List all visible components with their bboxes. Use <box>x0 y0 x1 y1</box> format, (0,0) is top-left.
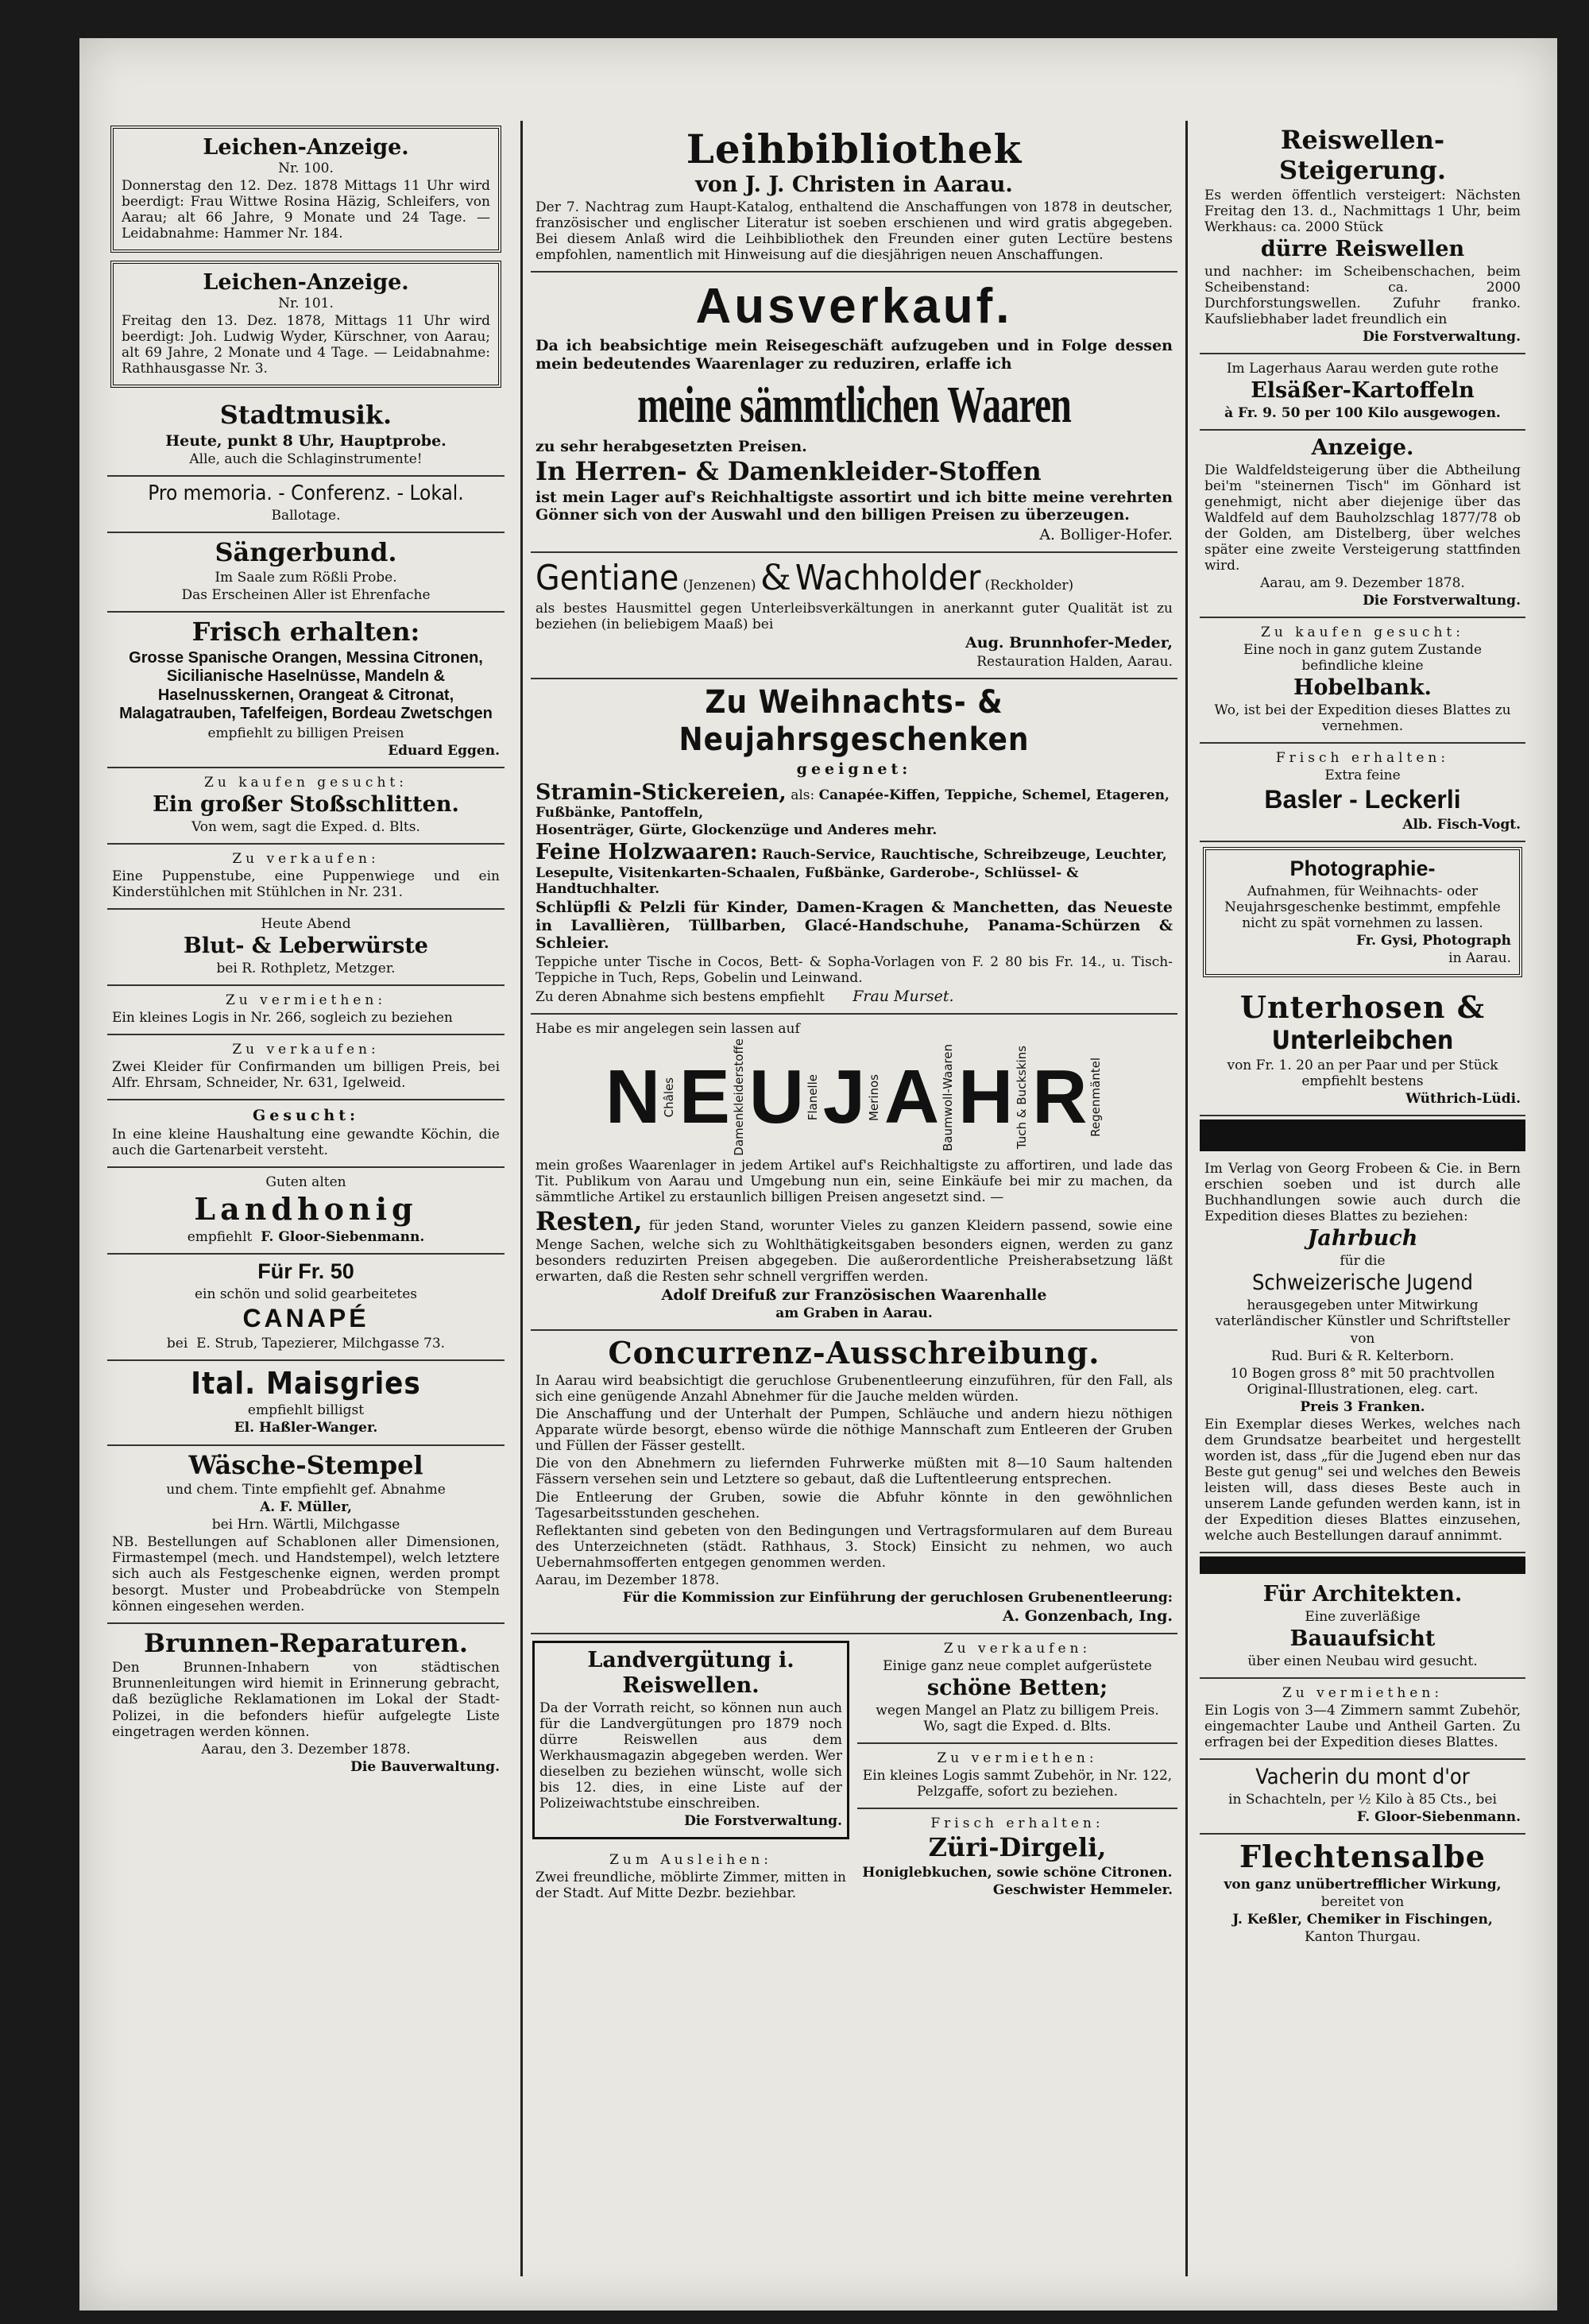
ad-sub: Wo, ist bei der Expedition dieses Blattes zu vernehmen. <box>1214 702 1511 735</box>
ad-sub: ein schön und solid gearbeitetes <box>194 1286 418 1302</box>
neujahr-item: Châles <box>662 1077 677 1118</box>
ad-sub: in Aarau. <box>1448 950 1511 966</box>
ad-sub: Extra feine <box>1324 768 1401 784</box>
ad-title: Landhonig <box>194 1191 418 1227</box>
ad-kleider <box>107 1035 505 1100</box>
ad-line: Das Erscheinen Aller ist Ehrenfache <box>181 586 431 603</box>
ad-leihbibliothek <box>531 121 1177 273</box>
ad-title: Ital. Maisgries <box>191 1365 421 1401</box>
ad-big: Bauaufsicht <box>1289 1626 1436 1652</box>
ad-sub: In Herren- & Damenkleider-Stoffen <box>535 456 1042 487</box>
ad-title: Blut- & Leberwürste <box>184 934 428 959</box>
ad-sign: Die Forstverwaltung. <box>684 1813 842 1830</box>
ad-price: Preis 3 Franken. <box>1300 1399 1425 1415</box>
neujahr-item: Merinos <box>867 1073 882 1121</box>
ad-title: Reiswellen-Steigerung. <box>1278 125 1447 185</box>
ad-title: Zu Weihnachts- & Neujahrsgeschenken <box>679 683 1030 758</box>
ad-title: Züri-Dirgeli, <box>928 1832 1107 1863</box>
ad-kartoffeln <box>1200 354 1525 431</box>
neujahr-letter: A <box>883 1054 940 1140</box>
ad-head: Zu kaufen gesucht: <box>204 775 408 791</box>
ad-item-text: Canapée-Kiffen, Teppiche, Schemel, Etageren, Fußbänke, Pantoffeln, <box>535 787 1170 822</box>
ad-head: Zum Ausleihen: <box>609 1852 772 1869</box>
death-notice-100 <box>110 126 501 253</box>
ad-neujahr <box>531 1015 1177 1331</box>
ad-price: à Fr. 9. 50 per 100 Kilo ausgewogen. <box>1224 404 1501 421</box>
ad-photographie <box>1203 847 1522 977</box>
black-rule <box>1200 1556 1525 1574</box>
ad-title: Jahrbuch <box>1307 1225 1418 1251</box>
ad-sign: A. Gonzenbach, Ing. <box>1002 1607 1173 1625</box>
ad-item-title: Feine Holzwaaren: <box>535 840 758 865</box>
ad-date: Aarau, im Dezember 1878. <box>535 1572 720 1588</box>
ad-text: ist mein Lager auf's Reichhaltigste assortirt und ich bitte meine verehrten Gönner sich von der Auswahl und den billigen Preisen zu überzeugen. <box>535 489 1173 524</box>
ad-logis3 <box>1200 1679 1525 1760</box>
ad-items: Grosse Spanische Orangen, Messina Citronen, Sicilianische Haselnüsse, Mandeln & Haselnusskernen, Orangeat & Citronat, Malagatrauben, Tafelfeigen, Bordeau Zwetschgen <box>119 648 493 723</box>
ad-title: Frisch erhalten: <box>191 616 420 647</box>
ad-date: Aarau, den 3. Dezember 1878. <box>201 1741 411 1758</box>
neujahr-banner <box>535 1038 1173 1156</box>
death-notice-number: Nr. 100. <box>278 160 334 176</box>
ad-name: El. Haßler-Wanger. <box>234 1420 378 1437</box>
ad-sub: Kanton Thurgau. <box>1305 1929 1421 1946</box>
ad-name: F. Gloor-Siebenmann. <box>1356 1809 1521 1826</box>
ad-text: Da ich beabsichtige mein Reisegeschäft aufzugeben und in Folge dessen mein bedeutendes Waarenlager zu reduziren, erlaffe ich <box>535 337 1173 373</box>
ad-text: Aufnahmen, für Weihnachts- oder Neujahrsgeschenke bestimmt, empfehle nicht zu spät vornehmen zu lassen. <box>1224 883 1501 931</box>
ad-logis <box>107 986 505 1035</box>
ad-item-title: Stramin-Stickereien, <box>535 779 787 805</box>
ad-puppenstube <box>107 845 505 910</box>
ad-head: Zu kaufen gesucht: <box>1261 624 1464 640</box>
ad-title: Stadtmusik. <box>219 400 392 431</box>
ad-name: Alb. Fisch-Vogt. <box>1402 816 1521 833</box>
ad-item-als: als: <box>791 787 815 803</box>
ad-name: Wüthrich-Lüdi. <box>1405 1090 1521 1107</box>
ad-sub: am Graben in Aarau. <box>775 1305 933 1322</box>
ad-sub: herausgegeben unter Mitwirkung vaterländischer Künstler und Schriftsteller <box>1215 1297 1510 1329</box>
ad-name: F. Gloor-Siebenmann. <box>261 1228 425 1245</box>
ad-text: Die Anschaffung und der Unterhalt der Pumpen, Schläuche und andern hiezu nöthigen Apparate würde besorgt, ebenso würde die nöthige Mannschaft zum Entleeren der Gruben und Füllen der Fässer gestellt. <box>535 1406 1173 1455</box>
ad-sub: empfiehlt <box>187 1228 253 1245</box>
ad-text: bereitet von <box>1320 1894 1405 1911</box>
ad-text: mein großes Waarenlager in jedem Artikel auf's Reichhaltigste zu affortiren, und lade das Tit. Publikum von Aarau und Umgebung nun ein, seine Einkäufe bei mir zu machen, da sämmtliche Artikel zu erstaunlich billigen Preisen angesetzt sind. — <box>535 1157 1173 1205</box>
ad-frisch-erhalten <box>107 613 505 768</box>
ad-head: Frisch erhalten: <box>930 1816 1104 1832</box>
ad-title: Unterhosen & <box>1239 989 1486 1026</box>
ad-text: wegen Mangel an Platz zu billigem Preis. Wo, sagt die Exped. d. Blts. <box>876 1703 1159 1735</box>
ad-name: J. Keßler, Chemiker in Fischingen, <box>1232 1912 1493 1928</box>
ad-gentiane <box>531 553 1177 679</box>
ad-title: Hobelbank. <box>1293 675 1432 701</box>
death-notice-text: Freitag den 13. Dez. 1878, Mittags 11 Uhr wird beerdigt: Joh. Ludwig Wyder, Kürschner, von Aarau; alt 69 Jahre, 2 Monate und 4 Tage. — Leidabnahme: Rathhausgasse Nr. 3. <box>122 313 490 377</box>
ad-title: Unterleibchen <box>1271 1024 1454 1055</box>
ad-text: bei Hrn. Wärtli, Milchgasse <box>211 1517 400 1533</box>
ad-title: CANAPÉ <box>242 1303 369 1332</box>
ad-text: Reflektanten sind gebeten von den Bedingungen und Vertragsformularen auf dem Bureau des Unterzeichneten (städt. Rathhaus, 3. Stock) Einsicht zu nehmen, wo auch Uebernahmsofferten entgegen genommen werden. <box>535 1522 1173 1571</box>
ad-text: Es werden öffentlich versteigert: Nächsten Freitag den 13. d., Nachmittags 1 Uhr, beim Werkhaus: ca. 2000 Stück <box>1204 187 1521 235</box>
neujahr-letter: N <box>605 1054 661 1140</box>
middle-column <box>520 121 1188 2276</box>
ad-sub: Von wem, sagt die Exped. d. Blts. <box>191 819 420 836</box>
ad-vacherin <box>1200 1760 1525 1835</box>
ad-big: meine sämmtlichen Waaren <box>637 376 1071 435</box>
ad-small: (Reckholder) <box>984 578 1074 594</box>
death-notice-text: Donnerstag den 12. Dez. 1878 Mittags 11 Uhr wird beerdigt: Frau Wittwe Rosina Häzig, Schleifers, von Aarau; alt 66 Jahre, 9 Monate und 24 Tage. — Leidabnahme: Hammer Nr. 184. <box>122 177 490 242</box>
ad-head: Gesucht: <box>253 1107 359 1125</box>
neujahr-letter: E <box>679 1054 730 1140</box>
ad-for: für die <box>1340 1252 1386 1269</box>
ad-text: Ein Exemplar dieses Werkes, welches nach dem Grundsatze bearbeitet und hergestellt worden ist, dass „für die Jugend eben nur das Beste gut genug" sei und welches den Beweis leisten will, dass dieses Beste auch in unserem Lande gefunden werden kann, ist in der Expedition dieses Blattes einzusehen, welche auch Bestellungen darauf annimmt. <box>1204 1417 1521 1545</box>
ad-date: Aarau, am 9. Dezember 1878. <box>1260 574 1465 591</box>
ad-name: Aug. Brunnhofer-Meder, <box>965 634 1173 652</box>
ad-title: Schweizerische Jugend <box>1251 1270 1473 1295</box>
ad-text: über einen Neubau wird gesucht. <box>1247 1653 1478 1670</box>
ad-title: Landvergütung i. Reiswellen. <box>587 1648 794 1699</box>
ad-head: Guten alten <box>265 1174 346 1190</box>
ad-title: Ein großer Stoßschlitten. <box>153 792 459 818</box>
ad-jahrbuch <box>1200 1154 1525 1554</box>
ad-text: NB. Bestellungen auf Schablonen aller Dimensionen, Firmastempel (mech. und Handstempel), welch letztere sich auch als Festgeschenke eignen, werden prompt besorgt. Muster und Probeabdrücke von Stempeln können eingesehen werden. <box>112 1534 500 1614</box>
ad-sub: Honiglebkuchen, sowie schöne Citronen. <box>862 1865 1173 1881</box>
ad-resten: Resten, <box>535 1206 643 1237</box>
ad-landhonig <box>107 1168 505 1255</box>
ad-title: Flechtensalbe <box>1239 1839 1486 1875</box>
ad-title: Basler - Leckerli <box>1264 785 1461 814</box>
ad-title: schöne Betten; <box>926 1676 1108 1701</box>
ad-title: Wäsche-Stempel <box>188 1449 423 1480</box>
ad-title: Ausverkauf. <box>695 279 1013 334</box>
ad-saengerbund <box>107 533 505 613</box>
ad-big: dürre Reiswellen <box>1260 236 1465 261</box>
ad-name: Frau Murset. <box>852 987 954 1005</box>
ad-sub: empfiehlt zu billigen Preisen <box>207 725 404 742</box>
ad-text: Zwei freundliche, möblirte Zimmer, mitten in der Stadt. Auf Mitte Dezbr. beziehbar. <box>535 1870 846 1902</box>
ad-flechtensalbe <box>1200 1835 1525 1953</box>
ad-unterhosen <box>1200 985 1525 1116</box>
ad-text: für jeden Stand, worunter Vieles zu ganzen Kleidern passend, sowie eine Menge Sachen, welche sich zu Wohlthätigkeitsgaben besonders eignen, werden zu ganz besonders reduzirten Preisen abgegeben. Die außerordentliche Preisherabsetzung läßt erwarten, daß die Resten sehr schnell vergriffen werden. <box>535 1218 1173 1285</box>
ad-text: Den Brunnen-Inhabern von städtischen Brunnenleitungen wird hiemit in Erinnerung gebracht, daß bezügliche Reklamationen im Lokal der Stadt-Polizei, in die befonders hiefür aufgelegte Liste eingetragen werden können. <box>112 1660 500 1740</box>
ad-name: E. Strub, Tapezierer, Milchgasse 73. <box>196 1335 446 1351</box>
ad-text: Da der Vorrath reicht, so können nun auch für die Landvergütungen pro 1879 noch dürre Reiswellen aus dem Werkhausmagazin abgegeben werden. Wer dieselben zu beziehen wünscht, wolle sich bis 12. dies, in eine Liste auf der Polizeiwachtstube einschreiben. <box>539 1699 842 1812</box>
ad-text: Im Verlag von Georg Frobeen & Cie. in Bern erschien soeben und ist durch alle Buchhandlungen sowie auch durch die Expedition dieses Blattes zu beziehen: <box>1204 1160 1521 1224</box>
ad-intro: Habe es mir angelegen sein lassen auf <box>535 1021 800 1038</box>
mid-bottom-row <box>531 1634 1177 1909</box>
ad-text: Im Lagerhaus Aarau werden gute rothe <box>1226 360 1499 377</box>
right-column <box>1200 121 1525 2276</box>
ad-title: Gentiane <box>535 558 679 599</box>
ad-head: Heute Abend <box>261 916 351 933</box>
ad-sign: Die Forstverwaltung. <box>1363 328 1521 345</box>
ad-name: Eduard Eggen. <box>388 743 500 760</box>
black-rule <box>1200 1119 1525 1151</box>
ad-maisgries <box>107 1361 505 1446</box>
neujahr-item: Regenmäntel <box>1088 1058 1104 1137</box>
ad-sub: empfiehlt billigst <box>247 1402 365 1419</box>
ad-desc: 10 Bogen gross 8° mit 50 prachtvollen Original-Illustrationen, eleg. cart. <box>1230 1365 1495 1398</box>
neujahr-item: Damenkleiderstoffe <box>731 1038 746 1156</box>
ad-head: Zu vermiethen: <box>937 1750 1098 1767</box>
ad-weihnacht <box>531 679 1177 1015</box>
ad-landvergütung <box>532 1641 849 1839</box>
ad-text: Der 7. Nachtrag zum Haupt-Katalog, enthaltend die Anschaffungen von 1878 in deutscher, französischer und englischer Literatur ist soeben erschienen und wird gratis abgegeben. Bei diesem Anlaß wird die Leihbibliothek den Freunden einer guten Lectüre bestens empfohlen, namentlich mit Hinweisung auf die diesjährigen neuen Anschaffungen. <box>535 199 1173 263</box>
ad-item-text: Schlüpfli & Pelzli für Kinder, Damen-Kragen & Manchetten, das Neueste in Lavallièren, Tüllbarben, Glacé-Handschuhe, Panama-Schürzen & Schleier. <box>535 899 1173 953</box>
ad-text: Zwei Kleider für Confirmanden um billigen Preis, bei Alfr. Ehrsam, Schneider, Nr. 631, Igelweid. <box>112 1059 500 1092</box>
ad-canape <box>107 1255 505 1361</box>
ad-small: (Jenzenen) <box>682 578 756 594</box>
death-notice-101 <box>110 261 501 388</box>
neujahr-item: Tuch & Buckskins <box>1015 1045 1030 1150</box>
death-notice-title: Leichen-Anzeige. <box>203 270 409 296</box>
ad-head: Frisch erhalten: <box>1275 750 1450 767</box>
ad-item-text: Rauch-Service, Rauchtische, Schreibzeuge, Leuchter, Lesepulte, Visitenkarten-Schaalen, Fußbänke, Garderobe-, Schlüssel- & Handtuchhalter. <box>535 847 1167 898</box>
death-notice-title: Leichen-Anzeige. <box>203 135 409 160</box>
ad-text: zu sehr herabgesetzten Preisen. <box>535 437 807 455</box>
ad-text: und chem. Tinte empfiehlt gef. Abnahme <box>166 1482 446 1498</box>
ad-text: Ein kleines Logis sammt Zubehör, in Nr. 122, Pelzgaffe, sofort zu beziehen. <box>862 1768 1173 1800</box>
ad-text: Eine noch in ganz gutem Zustande befindliche kleine <box>1243 642 1483 675</box>
ad-sub: Restauration Halden, Aarau. <box>976 653 1173 670</box>
ad-architekten <box>1200 1577 1525 1679</box>
ad-ausleihen <box>531 1846 851 1909</box>
neujahr-letter: H <box>958 1054 1014 1140</box>
ad-head: Zu verkaufen: <box>232 851 380 868</box>
ad-betten <box>857 1634 1177 1744</box>
ad-von: von <box>1350 1330 1375 1347</box>
ad-title: Sängerbund. <box>215 537 397 568</box>
neujahr-letter: R <box>1032 1054 1088 1140</box>
death-notice-number: Nr. 101. <box>278 295 334 311</box>
ad-head: Zu verkaufen: <box>943 1641 1092 1657</box>
ad-line: Alle, auch die Schlaginstrumente! <box>189 451 423 468</box>
ad-big: Elsäßer-Kartoffeln <box>1251 377 1475 403</box>
ad-head: Für Fr. 50 <box>257 1259 354 1283</box>
ad-text: In eine kleine Haushaltung eine gewandte Köchin, die auch die Gartenarbeit versteht. <box>112 1126 500 1158</box>
ad-text: und nachher: im Scheibenschachen, beim Scheibenstand: ca. 2000 Durchforstungswellen. Zufuhr franko. Kaufsliebhaber ladet freundlich ein <box>1204 263 1521 327</box>
ad-leckerli <box>1200 744 1525 842</box>
ad-sub: von J. J. Christen in Aarau. <box>695 172 1013 197</box>
ad-text: Die Waldfeldsteigerung über die Abtheilung bei'm "steinernen Tisch" im Gönhard ist genehmigt, nicht aber diejenige über das Waldfeld auf dem Bauholzschlag 1877/78 ob der Golden, am Distelberg, über welches später eine zweite Versteigerung stattfinden wird. <box>1204 462 1521 574</box>
ad-hobelbank <box>1200 618 1525 744</box>
ad-authors: Rud. Buri & R. Kelterborn. <box>1270 1348 1455 1364</box>
ad-head: Zu vermiethen: <box>1282 1685 1444 1702</box>
ad-head: Zu vermiethen: <box>225 992 387 1009</box>
ad-stossschlitten <box>107 768 505 845</box>
ad-title: Leihbibliothek <box>686 126 1023 172</box>
ad-brunnen <box>107 1624 505 1783</box>
ad-title: Anzeige. <box>1311 435 1414 460</box>
ad-text: von Fr. 1. 20 an per Paar und per Stück empfiehlt bestens <box>1227 1057 1498 1089</box>
ad-line: Heute, punkt 8 Uhr, Hauptprobe. <box>165 431 447 450</box>
ad-text: Ein Logis von 3—4 Zimmern sammt Zubehör, eingemachter Laube und Antheil Garten. Zu erfragen bei der Expedition dieses Blattes. <box>1204 1703 1521 1751</box>
ad-anzeige <box>1200 431 1525 618</box>
ad-title: Vacherin du mont d'or <box>1255 1765 1470 1790</box>
neujahr-item: Flanelle <box>806 1073 821 1121</box>
ad-title: Concurrenz-Ausschreibung. <box>608 1335 1100 1371</box>
ad-sign: Für die Kommission zur Einführung der geruchlosen Grubenentleerung: <box>622 1589 1173 1606</box>
ad-item-text: Hosenträger, Gürte, Glockenzüge und Anderes mehr. <box>535 822 938 839</box>
ad-text: Ein kleines Logis in Nr. 266, sogleich zu beziehen <box>112 1010 453 1027</box>
ad-sign: Die Bauverwaltung. <box>350 1758 500 1775</box>
ad-item-text: Zu deren Abnahme sich bestens empfiehlt <box>535 988 825 1005</box>
ad-title: Für Architekten. <box>1262 1582 1463 1607</box>
ad-name: A. F. Müller, <box>260 1499 352 1516</box>
ad-reiswellen <box>1200 121 1525 354</box>
ad-stadtmusik <box>107 396 505 477</box>
left-column <box>107 121 505 2276</box>
ad-promemoria <box>107 477 505 533</box>
ad-head: Zu verkaufen: <box>232 1042 380 1058</box>
ad-text: Einige ganz neue complet aufgerüstete <box>883 1658 1152 1675</box>
ad-text: In Aarau wird beabsichtigt die geruchlose Grubenentleerung einzuführen, für den Fall, als sich eine genügende Anzahl Abnehmer für die Jauche melden würden. <box>535 1373 1173 1406</box>
ad-head: geeignet: <box>796 760 912 779</box>
ad-name: Adolf Dreifuß zur Französischen Waarenhalle <box>661 1286 1047 1304</box>
ad-sign: Die Forstverwaltung. <box>1363 592 1521 609</box>
ad-ausverkauf <box>531 273 1177 553</box>
ad-sub: Ballotage. <box>271 508 341 524</box>
ad-sub: Eine zuverläßige <box>1305 1609 1421 1626</box>
ad-title: Pro memoria. - Conferenz. - Lokal. <box>148 481 464 506</box>
ad-name: Fr. Gysi, Photograph <box>1355 932 1511 949</box>
ad-text: in Schachteln, per ½ Kilo à 85 Cts., bei <box>1228 1792 1497 1808</box>
ad-text: als bestes Hausmittel gegen Unterleibsverkältungen in anerkannt guter Qualität ist zu beziehen (in beliebigem Maaß) bei <box>535 601 1173 633</box>
ad-text: Eine Puppenstube, eine Puppenwiege und ein Kinderstühlchen mit Stühlchen in Nr. 231. <box>112 868 500 901</box>
ad-title: Photographie- <box>1289 856 1436 880</box>
ad-text: Die von den Abnehmern zu liefernden Fuhrwerke müßten mit 8—10 Saum haltenden Fässern versehen sein und Letztere so gebaut, daß die Luftentleerung entsprechen. <box>535 1456 1173 1488</box>
ad-gesucht <box>107 1100 505 1168</box>
ad-by: bei <box>166 1335 188 1351</box>
ad-blutwurst <box>107 910 505 986</box>
ad-title: Brunnen-Reparaturen. <box>144 1627 468 1658</box>
ad-logis2 <box>857 1744 1177 1809</box>
ad-sub: von ganz unübertrefflicher Wirkung, <box>1224 1877 1502 1893</box>
ad-concurrenz <box>531 1331 1177 1634</box>
ad-item-text: Teppiche unter Tische in Cocos, Bett- & Sopha-Vorlagen von F. 2 80 bis Fr. 14., u. Tisch-Teppiche in Tuch, Reps, Gobelin und Leinwand. <box>535 953 1173 986</box>
ad-line: Im Saale zum Rößli Probe. <box>215 569 397 586</box>
ad-name: A. Bolliger-Hofer. <box>1039 525 1173 543</box>
ad-text: Die Entleerung der Gruben, sowie die Abfuhr könnte in den gewöhnlichen Tagesarbeitsstunden geschehen. <box>535 1489 1173 1522</box>
ad-name: Geschwister Hemmeler. <box>992 1882 1173 1899</box>
neujahr-letter: U <box>748 1054 805 1140</box>
ad-sub: bei R. Rothpletz, Metzger. <box>216 961 396 977</box>
ad-dirgeli <box>857 1809 1177 1906</box>
neujahr-item: Baumwoll-Waaren <box>941 1043 956 1151</box>
neujahr-letter: J <box>822 1054 866 1140</box>
ad-amp: & <box>760 558 791 599</box>
ad-title: Wachholder <box>794 558 981 599</box>
ad-waesche-stempel <box>107 1446 505 1624</box>
